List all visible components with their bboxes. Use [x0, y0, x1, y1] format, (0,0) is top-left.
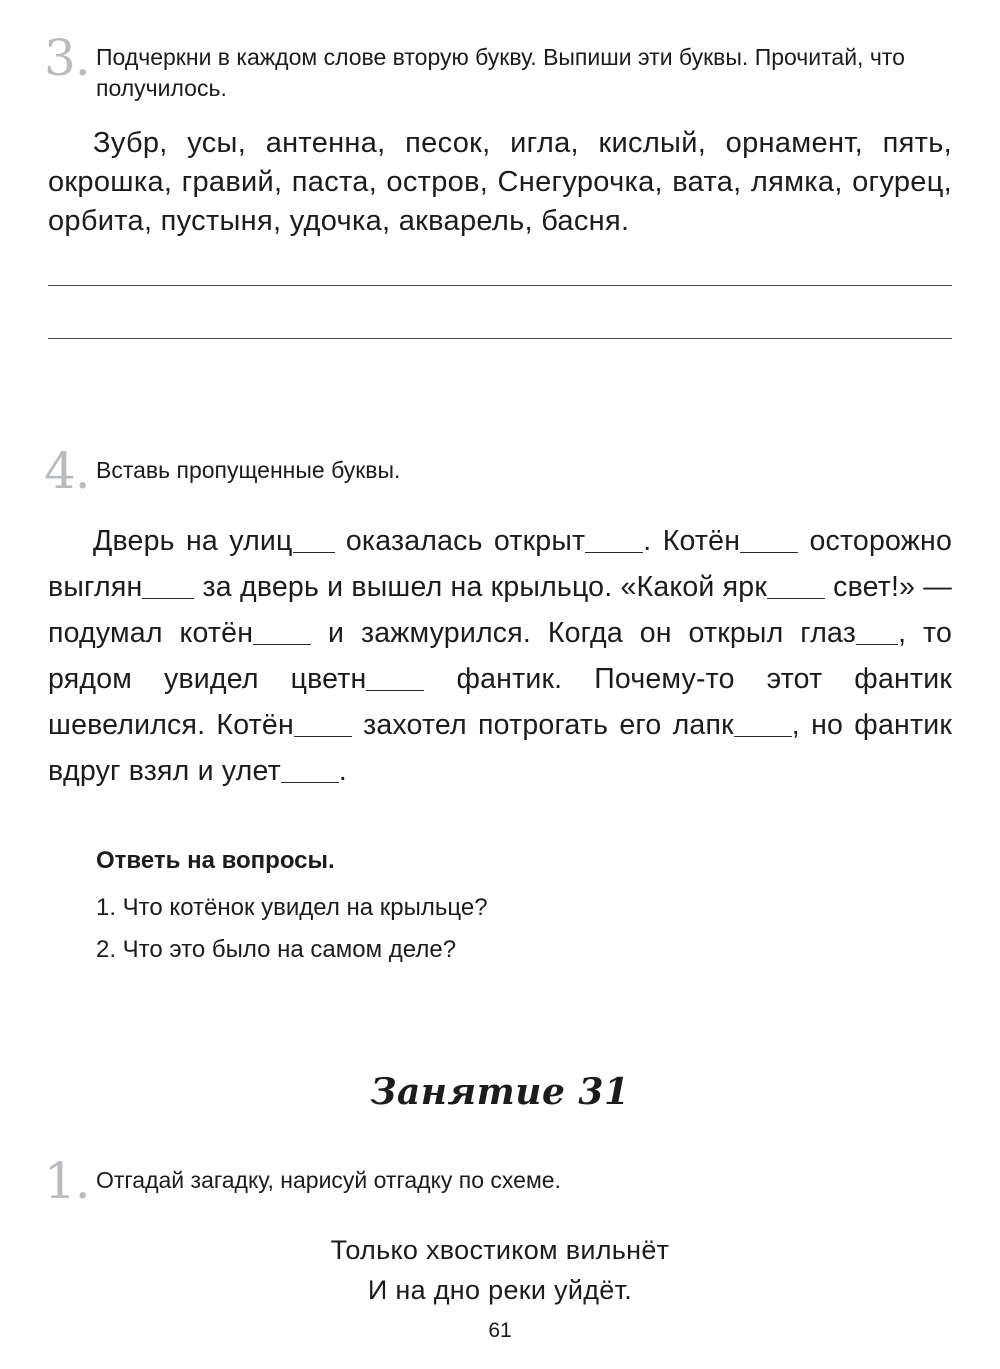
page-number: 61: [488, 1319, 512, 1342]
exercise-4-instruction: Вставь пропущенные буквы.: [96, 456, 401, 483]
exercise-3-number: 3.: [44, 29, 90, 87]
fill-in-blank: [253, 643, 311, 645]
fill-in-blank: [740, 551, 798, 553]
question-1: 1. Что котёнок увидел на крыльце?: [96, 893, 488, 921]
exercise-3-header: [0, 29, 1000, 104]
exercise-1-number: 1.: [44, 1151, 90, 1210]
fill-in-blank: [142, 597, 194, 599]
fill-in-blank: [281, 781, 339, 783]
fill-in-blank: [293, 551, 335, 553]
fill-in-blank: [734, 735, 792, 737]
fill-in-blank: [585, 551, 643, 553]
riddle-text: [0, 1230, 1000, 1311]
exercise-1-header: [0, 1151, 1000, 1210]
exercise-1-instruction: Отгадай загадку, нарисуй отгадку по схеме.: [96, 1166, 561, 1193]
exercise-4-header: [0, 441, 1000, 500]
exercise-3-instruction: Подчеркни в каждом слове вторую букву. Выпиши эти буквы. Прочитай, что получилось.: [96, 44, 905, 102]
fill-in-blank: [767, 597, 825, 599]
workbook-page: [0, 29, 1000, 1369]
fill-in-blank: [856, 643, 898, 645]
answer-questions-heading: Ответь на вопросы.: [96, 846, 335, 874]
exercise-4-number: 4.: [44, 441, 90, 500]
fill-in-blank: [366, 689, 424, 691]
lesson-heading: Занятие 31: [370, 1070, 630, 1113]
writing-line: [48, 338, 952, 339]
exercise-4-text: Дверь на улиц оказалась открыт . Котён осторожно выглян за дверь и вышел на крыльцо. «Какой ярк свет!» — подумал котён и зажмурился. Когда он открыл глаз , то рядом увидел цветн фантик. Почему-то этот фантик шевелился. Котён захотел потрогать его лапк , но фантик вдруг взял и улет .: [48, 524, 953, 788]
question-2: 2. Что это было на самом деле?: [96, 935, 457, 963]
writing-line: [48, 285, 952, 286]
riddle-line-1: Только хвостиком вильнёт: [330, 1234, 670, 1265]
exercise-3-word-list: Зубр, усы, антенна, песок, игла, кислый, орнамент, пять, окрошка, гравий, паста, остров, Снегурочка, вата, лямка, огурец, орбита, пустыня, удочка, акварель, басня.: [48, 127, 952, 237]
fill-in-blank: [294, 735, 352, 737]
riddle-line-2: И на дно реки уйдёт.: [367, 1275, 633, 1306]
